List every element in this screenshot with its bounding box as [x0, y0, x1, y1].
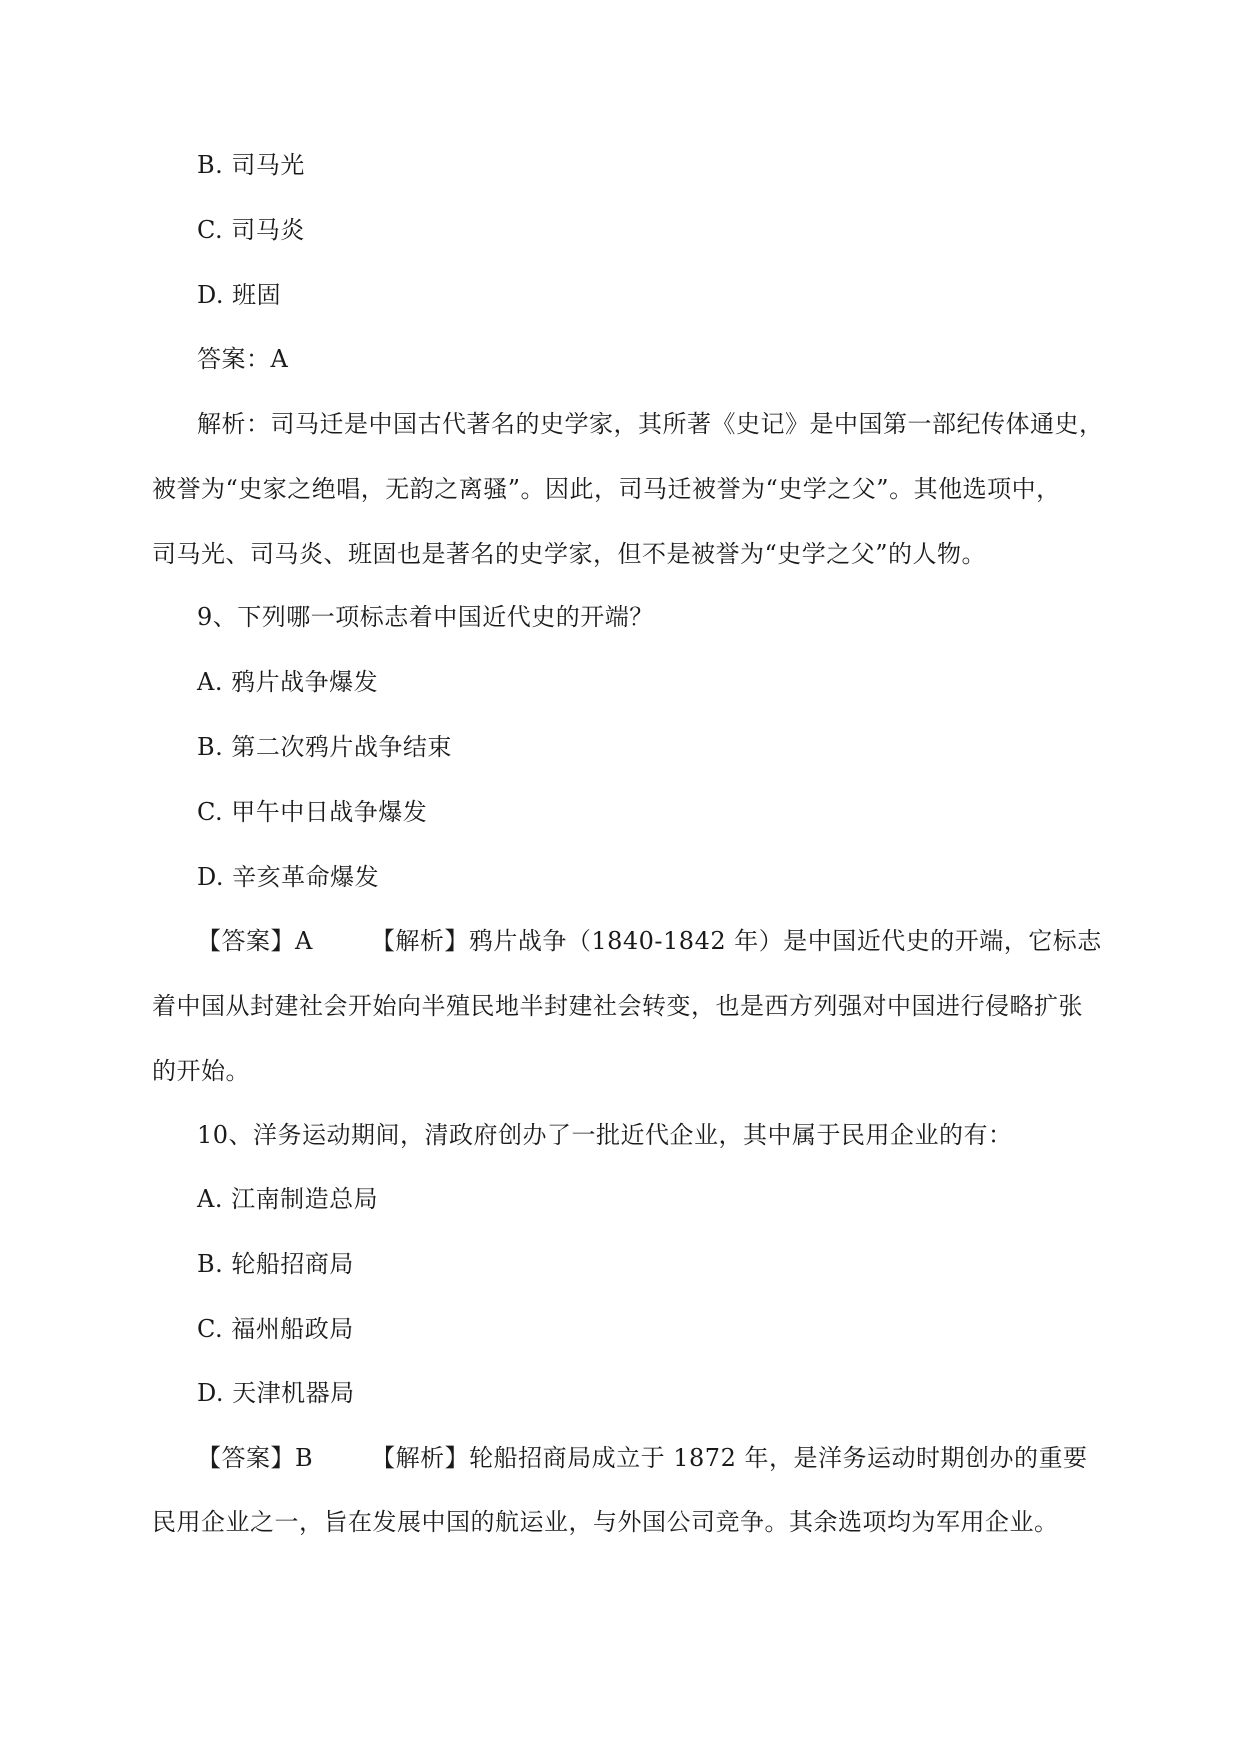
- q9-option-d: D. 辛亥革命爆发: [197, 863, 380, 891]
- q9-answer-row: [197, 926, 1102, 956]
- q10-answer: 【答案】B: [197, 1444, 314, 1472]
- q9-analysis-line-1: 【解析】鸦片战争（1840-1842 年）是中国近代史的开端，它标志: [370, 927, 1102, 955]
- q8-option-c: C. 司马炎: [197, 216, 305, 244]
- q9-analysis-line-2: 着中国从封建社会开始向半殖民地半封建社会转变，也是西方列强对中国进行侵略扩张: [152, 992, 1083, 1020]
- q10-option-b: B. 轮船招商局: [197, 1250, 354, 1278]
- q10-option-a: A. 江南制造总局: [197, 1185, 379, 1213]
- q10-question: 10、洋务运动期间，清政府创办了一批近代企业，其中属于民用企业的有：: [197, 1121, 1013, 1149]
- q10-analysis-line-1: 【解析】轮船招商局成立于 1872 年，是洋务运动时期创办的重要: [371, 1444, 1088, 1472]
- q8-option-b: B. 司马光: [197, 151, 305, 179]
- q10-option-d: D. 天津机器局: [197, 1379, 355, 1407]
- q8-analysis-line-3: 司马光、司马炎、班固也是著名的史学家，但不是被誉为“史学之父”的人物。: [152, 540, 987, 568]
- q8-analysis-line-2: 被誉为“史家之绝唱，无韵之离骚”。因此，司马迁被誉为“史学之父”。其他选项中，: [152, 475, 1061, 503]
- q9-option-c: C. 甲午中日战争爆发: [197, 798, 428, 826]
- q9-answer: 【答案】A: [197, 927, 313, 955]
- q10-answer-row: [197, 1443, 1087, 1473]
- q10-analysis-line-2: 民用企业之一，旨在发展中国的航运业，与外国公司竞争。其余选项均为军用企业。: [152, 1508, 1059, 1536]
- q9-analysis-line-3: 的开始。: [152, 1057, 250, 1085]
- q10-option-c: C. 福州船政局: [197, 1315, 354, 1343]
- q8-answer: 答案：A: [197, 345, 289, 373]
- q9-question: 9、下列哪一项标志着中国近代史的开端？: [197, 603, 654, 631]
- q9-option-a: A. 鸦片战争爆发: [197, 668, 379, 696]
- q8-analysis-line-1: 解析：司马迁是中国古代著名的史学家，其所著《史记》是中国第一部纪传体通史，: [197, 410, 1104, 438]
- q8-option-d: D. 班固: [197, 281, 282, 309]
- q9-option-b: B. 第二次鸦片战争结束: [197, 733, 452, 761]
